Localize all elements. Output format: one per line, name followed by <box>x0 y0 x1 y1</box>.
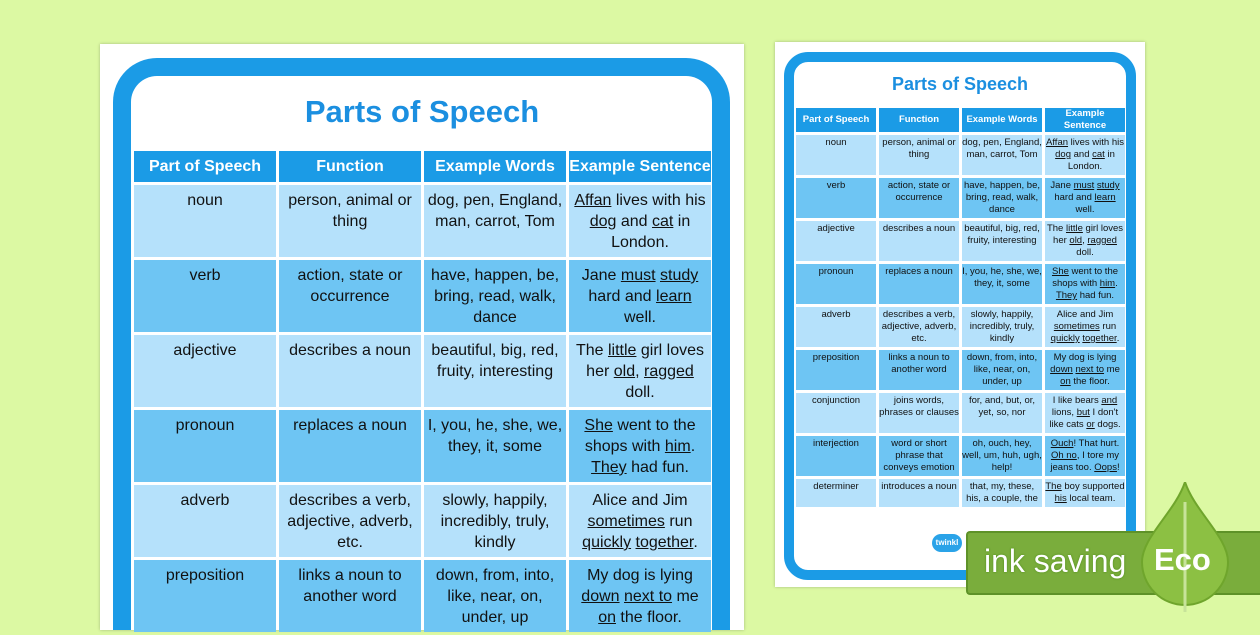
underlined-word: Ouch <box>1050 438 1074 449</box>
sentence-text: dogs. <box>1094 419 1121 430</box>
cell-sentence <box>569 560 711 632</box>
cell-sentence <box>1045 436 1125 476</box>
underlined-word: and <box>1101 395 1118 406</box>
table-row <box>134 260 711 332</box>
cell-words: I, you, he, she, we, they, it, some <box>962 264 1042 304</box>
cell-words: for, and, but, or, yet, so, nor <box>962 393 1042 433</box>
cell-sentence <box>569 260 711 332</box>
ink-saving-label: ink saving <box>984 543 1127 579</box>
underlined-word: ragged <box>1087 235 1117 246</box>
underlined-word: quickly <box>1050 333 1080 344</box>
cell-sentence <box>569 185 711 257</box>
sentence-text: lives with his <box>1068 137 1124 148</box>
underlined-word: cat <box>652 213 674 230</box>
cell-words: have, happen, be, bring, read, walk, dance <box>962 178 1042 218</box>
sentence-text: and <box>1070 149 1093 160</box>
underlined-word: together <box>635 534 694 551</box>
column-header: Example Words <box>424 151 566 182</box>
cell-sentence <box>1045 479 1125 507</box>
sentence-text: girl loves her <box>586 342 705 380</box>
underlined-word: Affan <box>574 192 612 209</box>
table-row <box>796 178 1125 218</box>
sentence-text: doll. <box>625 384 655 401</box>
cell-words: oh, ouch, hey, well, um, huh, ugh, help! <box>962 436 1042 476</box>
sentence-text: had fun. <box>1077 290 1115 301</box>
sentence-text: had fun. <box>626 459 689 476</box>
sentence-text: me <box>672 588 699 605</box>
cell-words: beautiful, big, red, fruity, interesting <box>424 335 566 407</box>
cell-words: I, you, he, she, we, they, it, some <box>424 410 566 482</box>
sentence-text: hard and <box>588 288 657 305</box>
cell-sentence <box>1045 135 1125 175</box>
cell-function: links a noun to another word <box>879 350 959 390</box>
sentence-text: . <box>693 534 698 551</box>
sentence-text: went to the shops with <box>584 417 696 455</box>
underlined-word: They <box>1055 290 1078 301</box>
underlined-word: Oh no <box>1050 450 1077 461</box>
sentence-text: boy supported <box>1061 481 1125 492</box>
sentence-text: I like bears <box>1052 395 1102 406</box>
underlined-word: dog <box>1055 149 1071 160</box>
cell-function: describes a verb, adjective, adverb, etc. <box>279 485 421 557</box>
cell-words: slowly, happily, incredibly, truly, kindly <box>962 307 1042 347</box>
cell-function: person, animal or thing <box>879 135 959 175</box>
underlined-word: She <box>584 417 613 434</box>
cell-function: person, animal or thing <box>279 185 421 257</box>
cell-words: have, happen, be, bring, read, walk, dance <box>424 260 566 332</box>
cell-function: describes a noun <box>879 221 959 261</box>
table-row <box>134 560 711 632</box>
cell-pos: adjective <box>134 335 276 407</box>
underlined-word: ragged <box>644 363 694 380</box>
parts-of-speech-table <box>131 148 714 635</box>
cell-function: describes a verb, adjective, adverb, etc. <box>879 307 959 347</box>
cell-words: that, my, these, his, a couple, the <box>962 479 1042 507</box>
cell-words: dog, pen, England, man, carrot, Tom <box>962 135 1042 175</box>
cell-pos: noun <box>134 185 276 257</box>
underlined-word: dog <box>589 213 617 230</box>
cell-function: action, state or occurrence <box>879 178 959 218</box>
column-header: Example Sentence <box>1045 108 1125 132</box>
table-row <box>796 264 1125 304</box>
underlined-word: old <box>1069 235 1083 246</box>
parts-of-speech-table <box>793 105 1128 510</box>
sentence-text: Alice and Jim <box>1056 309 1114 320</box>
cell-sentence <box>1045 221 1125 261</box>
table-row <box>796 436 1125 476</box>
underlined-word: The <box>1045 481 1062 492</box>
cell-function: replaces a noun <box>879 264 959 304</box>
cell-words: down, from, into, like, near, on, under, up <box>424 560 566 632</box>
underlined-word: sometimes <box>587 513 665 530</box>
underlined-word: him <box>1099 278 1116 289</box>
sentence-text: My dog is lying <box>587 567 693 584</box>
sentence-text: and <box>616 213 653 230</box>
column-header: Example Words <box>962 108 1042 132</box>
sentence-text: well. <box>1075 204 1095 215</box>
sentence-text: I don't like cats <box>1049 407 1119 430</box>
column-header: Function <box>879 108 959 132</box>
cell-pos: verb <box>134 260 276 332</box>
sentence-text: My dog is lying <box>1053 352 1117 363</box>
cell-pos: adverb <box>796 307 876 347</box>
column-header: Example Sentence <box>569 151 711 182</box>
underlined-word: together <box>1082 333 1117 344</box>
underlined-word: his <box>1054 493 1067 504</box>
cell-pos: preposition <box>134 560 276 632</box>
sentence-text: me <box>1104 364 1120 375</box>
sentence-text: . <box>1115 278 1118 289</box>
underlined-word: Oops <box>1094 462 1117 473</box>
underlined-word: or <box>1086 419 1095 430</box>
underlined-word: learn <box>1094 192 1116 203</box>
worksheet-preview-full <box>775 42 1145 587</box>
sentence-text: the floor. <box>1070 376 1110 387</box>
sentence-text: . <box>1116 333 1120 344</box>
cell-words: dog, pen, England, man, carrot, Tom <box>424 185 566 257</box>
sentence-text: lions, <box>1051 407 1077 418</box>
table-row <box>796 479 1125 507</box>
sentence-text: doll. <box>1076 247 1094 258</box>
cell-sentence <box>1045 264 1125 304</box>
underlined-word: She <box>1051 266 1069 277</box>
cell-words: beautiful, big, red, fruity, interesting <box>962 221 1042 261</box>
cell-words: down, from, into, like, near, on, under, up <box>962 350 1042 390</box>
cell-pos: preposition <box>796 350 876 390</box>
column-header: Part of Speech <box>134 151 276 182</box>
underlined-word: little <box>607 342 637 359</box>
cell-pos: pronoun <box>134 410 276 482</box>
cell-words: slowly, happily, incredibly, truly, kindly <box>424 485 566 557</box>
sentence-text: , <box>1082 235 1088 246</box>
sentence-text: went to the shops with <box>1052 266 1119 289</box>
cell-pos: interjection <box>796 436 876 476</box>
worksheet-preview-large <box>100 44 744 630</box>
underlined-word: little <box>1065 223 1083 234</box>
table-row <box>134 410 711 482</box>
cell-function: joins words, phrases or clauses <box>879 393 959 433</box>
sentence-text: hard and <box>1054 192 1095 203</box>
sentence-text: girl loves her <box>1053 223 1124 246</box>
underlined-word: on <box>1060 376 1071 387</box>
cell-pos: adjective <box>796 221 876 261</box>
page-title: Parts of Speech <box>891 74 1029 94</box>
cell-pos: verb <box>796 178 876 218</box>
sentence-text: , <box>635 363 644 380</box>
cell-pos: determiner <box>796 479 876 507</box>
sentence-text: Alice and Jim <box>592 492 688 509</box>
table-row <box>134 185 711 257</box>
underlined-word: down <box>1050 364 1073 375</box>
sentence-text: local team. <box>1066 493 1116 504</box>
cell-sentence <box>569 410 711 482</box>
cell-pos: conjunction <box>796 393 876 433</box>
column-header: Function <box>279 151 421 182</box>
sentence-text: in London. <box>611 213 691 251</box>
underlined-word: learn <box>656 288 692 305</box>
cell-sentence <box>1045 178 1125 218</box>
underlined-word: him <box>664 438 691 455</box>
underlined-word: must <box>1073 180 1095 191</box>
cell-function: introduces a noun <box>879 479 959 507</box>
sentence-text: . <box>690 438 696 455</box>
cell-function: replaces a noun <box>279 410 421 482</box>
cell-function: links a noun to another word <box>279 560 421 632</box>
cell-function: describes a noun <box>279 335 421 407</box>
sentence-text: The <box>575 342 608 359</box>
underlined-word: must <box>620 267 656 284</box>
table-row <box>796 350 1125 390</box>
cell-function: word or short phrase that conveys emotion <box>879 436 959 476</box>
underlined-word: study <box>660 267 699 284</box>
sentence-text: well. <box>623 309 656 326</box>
table-row <box>134 335 711 407</box>
eco-label: Eco <box>1154 542 1211 577</box>
sentence-text: run <box>1099 321 1117 332</box>
underlined-word: but <box>1076 407 1090 418</box>
sentence-text: lives with his <box>611 192 706 209</box>
underlined-word: quickly <box>582 534 632 551</box>
sentence-text: , I tore my jeans too. <box>1050 450 1120 473</box>
page-title: Parts of Speech <box>304 94 540 129</box>
sentence-text: ! <box>1116 462 1120 473</box>
cell-sentence <box>1045 350 1125 390</box>
underlined-word: Affan <box>1046 137 1069 148</box>
cell-pos: adverb <box>134 485 276 557</box>
sentence-text: the floor. <box>615 609 682 626</box>
underlined-word: next to <box>1075 364 1105 375</box>
cell-pos: noun <box>796 135 876 175</box>
underlined-word: next to <box>624 588 673 605</box>
cell-sentence <box>1045 393 1125 433</box>
table-row <box>796 307 1125 347</box>
sentence-text: Jane <box>1050 180 1074 191</box>
table-row <box>796 221 1125 261</box>
table-row <box>134 485 711 557</box>
underlined-word: down <box>581 588 620 605</box>
sentence-text: Jane <box>581 267 621 284</box>
table-row <box>796 393 1125 433</box>
underlined-word: study <box>1096 180 1120 191</box>
sentence-text: in London. <box>1067 149 1115 172</box>
underlined-word: sometimes <box>1053 321 1100 332</box>
underlined-word: cat <box>1092 149 1105 160</box>
twinkl-logo: twinkl <box>932 534 962 552</box>
sentence-text: The <box>1046 223 1066 234</box>
table-row <box>796 135 1125 175</box>
sentence-text: ! That hurt. <box>1073 438 1120 449</box>
eco-leaf-icon <box>1140 482 1230 612</box>
cell-sentence <box>569 485 711 557</box>
underlined-word: They <box>591 459 627 476</box>
column-header: Part of Speech <box>796 108 876 132</box>
sentence-text: run <box>664 513 693 530</box>
cell-sentence <box>1045 307 1125 347</box>
cell-function: action, state or occurrence <box>279 260 421 332</box>
cell-pos: pronoun <box>796 264 876 304</box>
cell-sentence <box>569 335 711 407</box>
underlined-word: on <box>598 609 616 626</box>
underlined-word: old <box>613 363 636 380</box>
